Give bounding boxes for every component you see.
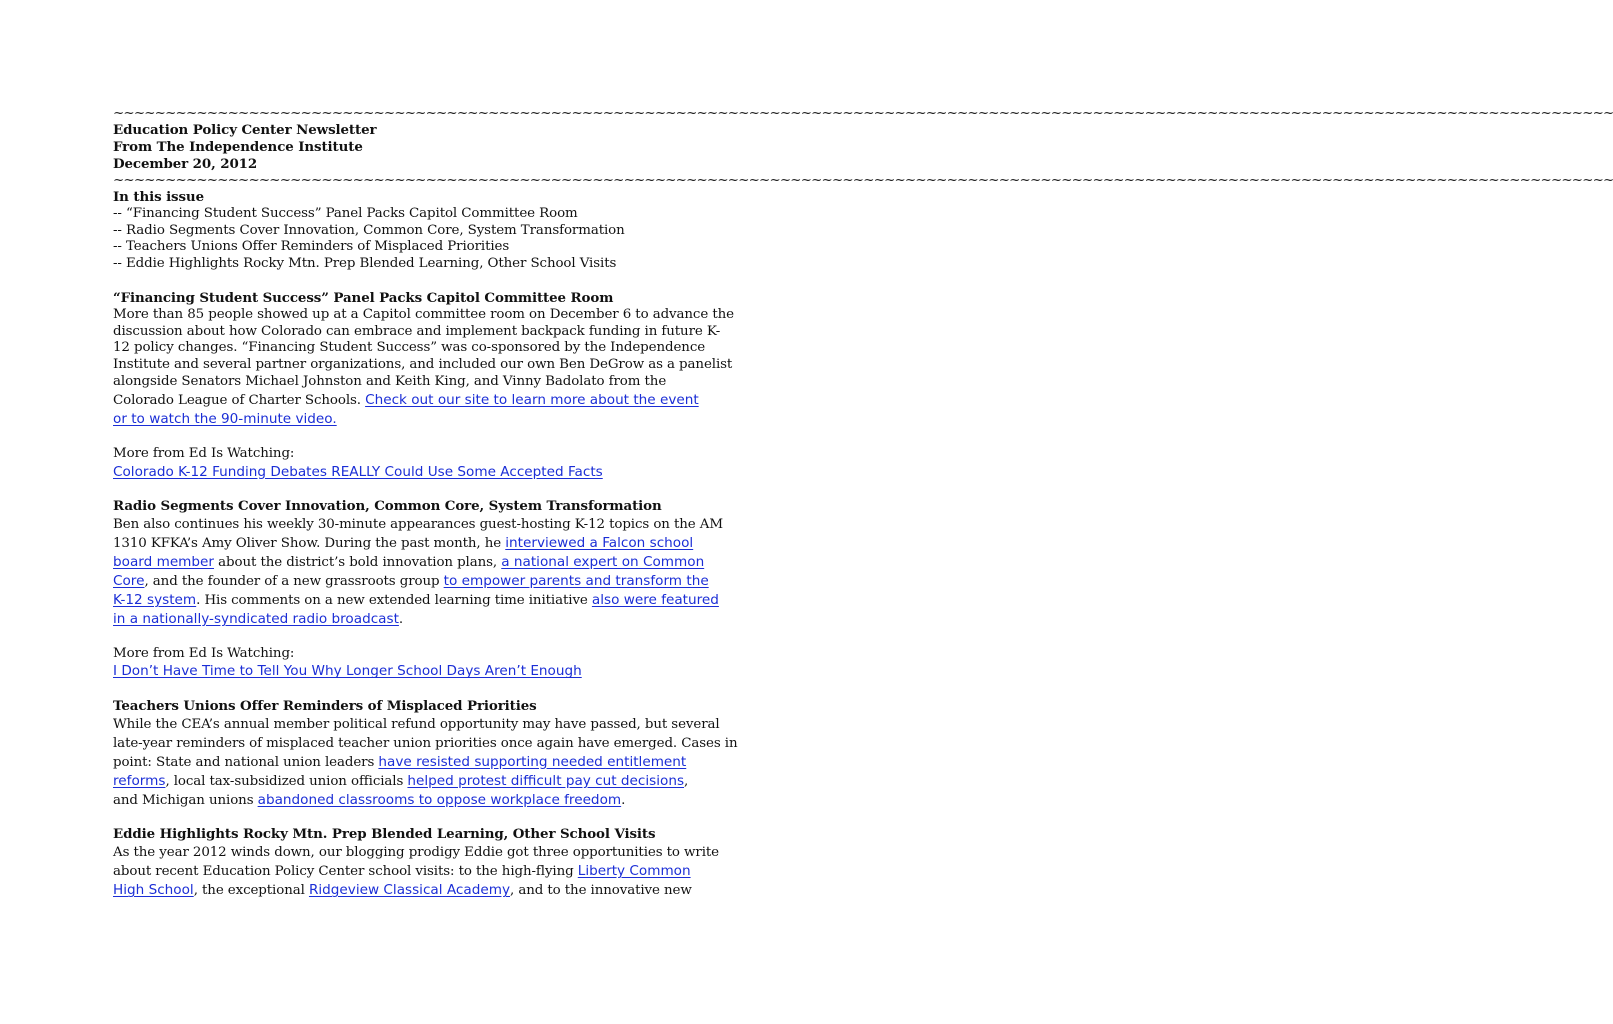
- body-line: [113, 662, 683, 681]
- body-text: , and to the innovative new: [510, 883, 692, 899]
- section-heading-unions: Teachers Unions Offer Reminders of Misplaced Priorities: [113, 697, 537, 714]
- divider-rule-bottom: ~~~~~~~~~~~~~~~~~~~~~~~~~~~~~~~~~~~~~~~~~~~~~~~~~~~~~~~~~~~~~~~~~~~~~~~~~~~~~~~~~~~~~~~~~~~~~~~~~~~~~~~~~~~~~~~~~~~~~~~~~~~~~~~~~~~~~~~~~~~~~~~~: [113, 172, 1613, 188]
- body-text: point: State and national union leaders: [113, 754, 379, 770]
- body-text: about the district’s bold innovation plans,: [214, 555, 502, 570]
- newsletter-from: From The Independence Institute: [113, 138, 363, 155]
- section-heading-eddie: Eddie Highlights Rocky Mtn. Prep Blended Learning, Other School Visits: [113, 826, 656, 843]
- radio-broadcast-link[interactable]: also were featured: [591, 592, 719, 608]
- body-text: , the exceptional: [193, 883, 309, 899]
- body-line: While the CEA’s annual member political refund opportunity may have passed, but several: [113, 716, 720, 732]
- body-line: late-year reminders of misplaced teacher union priorities once again have emerged. Cases in: [113, 735, 738, 751]
- newsletter-title: Education Policy Center Newsletter: [113, 122, 377, 138]
- more-from-label: More from Ed Is Watching:: [113, 445, 295, 461]
- body-line: [113, 862, 691, 881]
- entitlement-reforms-link-cont[interactable]: reforms: [113, 772, 166, 789]
- body-text: about recent Education Policy Center school visits: to the high-flying: [113, 864, 578, 880]
- empower-parents-link-cont[interactable]: K-12 system: [113, 592, 197, 608]
- body-line: [113, 591, 719, 610]
- body-line: [113, 463, 683, 482]
- body-line: Institute and several partner organizations, and included our own Ben DeGrow as a panelist: [113, 357, 733, 373]
- body-line: [113, 410, 683, 429]
- body-text: .: [398, 612, 404, 627]
- liberty-common-link[interactable]: Liberty Common: [577, 863, 691, 880]
- pay-cut-protest-link[interactable]: helped protest difficult pay cut decisions: [407, 772, 685, 789]
- body-line: [113, 753, 687, 772]
- newsletter-page: [113, 106, 1613, 900]
- common-core-expert-link-cont[interactable]: Core: [113, 573, 145, 589]
- body-text: , local tax-subsidized union officials: [165, 773, 408, 789]
- section-heading-radio: Radio Segments Cover Innovation, Common Core, System Transformation: [113, 498, 662, 515]
- empower-parents-link[interactable]: to empower parents and transform the: [443, 573, 709, 589]
- body-text: ,: [684, 773, 689, 789]
- body-line: alongside Senators Michael Johnston and Keith King, and Vinny Badolato from the: [113, 374, 667, 390]
- body-text: .: [621, 792, 626, 808]
- body-line: [113, 553, 705, 572]
- more-from-label: More from Ed Is Watching:: [113, 645, 295, 661]
- entitlement-reforms-link[interactable]: have resisted supporting needed entitlement: [378, 753, 687, 770]
- section-heading-financing: “Financing Student Success” Panel Packs Capitol Committee Room: [113, 289, 614, 306]
- body-line: discussion about how Colorado can embrace and implement backpack funding in future K-: [113, 323, 721, 339]
- toc-heading: In this issue: [113, 188, 204, 205]
- video-link[interactable]: or to watch the 90-minute video.: [113, 411, 337, 428]
- ridgeview-classical-link[interactable]: Ridgeview Classical Academy: [308, 882, 511, 899]
- workplace-freedom-link[interactable]: abandoned classrooms to oppose workplace freedom: [257, 791, 622, 808]
- body-line: [113, 534, 694, 553]
- body-line: [113, 610, 683, 629]
- more-link-line: [113, 463, 683, 482]
- toc-item: -- “Financing Student Success” Panel Packs Capitol Committee Room: [113, 205, 578, 221]
- body-text: and Michigan unions: [113, 792, 258, 808]
- longer-school-days-link[interactable]: I Don’t Have Time to Tell You Why Longer School Days Aren’t Enough: [113, 663, 582, 680]
- more-link-line: [113, 662, 683, 681]
- common-core-expert-link[interactable]: a national expert on Common: [501, 554, 705, 570]
- radio-broadcast-link-cont[interactable]: in a nationally-syndicated radio broadcast: [113, 611, 399, 627]
- body-line: More than 85 people showed up at a Capitol committee room on December 6 to advance the: [113, 306, 734, 322]
- body-text: . His comments on a new extended learning time initiative: [196, 593, 592, 608]
- divider-rule-top: ~~~~~~~~~~~~~~~~~~~~~~~~~~~~~~~~~~~~~~~~~~~~~~~~~~~~~~~~~~~~~~~~~~~~~~~~~~~~~~~~~~~~~~~~~~~~~~~~~~~~~~~~~~~~~~~~~~~~~~~~~~~~~~~~~~~~~~~~~~~~~~~~: [113, 106, 1613, 121]
- body-line: [113, 572, 709, 591]
- body-line: [113, 881, 692, 900]
- section-body-unions: [113, 715, 738, 810]
- falcon-interview-link-cont[interactable]: board member: [113, 554, 215, 570]
- body-line: [113, 391, 699, 410]
- body-text: , and the founder of a new grassroots group: [144, 574, 444, 589]
- toc-item: -- Teachers Unions Offer Reminders of Misplaced Priorities: [113, 239, 510, 255]
- newsletter-date: December 20, 2012: [113, 155, 258, 172]
- body-text: Colorado League of Charter Schools.: [113, 393, 366, 409]
- body-line: 12 policy changes. “Financing Student Success” was co-sponsored by the Independence: [113, 340, 706, 356]
- body-line: [113, 791, 683, 810]
- section-body-radio: [113, 515, 723, 629]
- falcon-interview-link[interactable]: interviewed a Falcon school: [505, 535, 694, 551]
- body-text: 1310 KFKA’s Amy Oliver Show. During the past month, he: [113, 536, 506, 551]
- toc-item: -- Eddie Highlights Rocky Mtn. Prep Blended Learning, Other School Visits: [113, 256, 617, 272]
- event-link[interactable]: Check out our site to learn more about the event: [365, 392, 699, 409]
- liberty-common-link-cont[interactable]: High School: [113, 882, 194, 899]
- body-line: [113, 772, 689, 791]
- section-body-financing: [113, 306, 734, 392]
- section-body-financing-links: [113, 391, 699, 429]
- funding-debates-link[interactable]: Colorado K-12 Funding Debates REALLY Could Use Some Accepted Facts: [113, 463, 603, 480]
- body-line: As the year 2012 winds down, our blogging prodigy Eddie got three opportunities to write: [113, 845, 719, 861]
- toc-item: -- Radio Segments Cover Innovation, Common Core, System Transformation: [113, 222, 625, 238]
- section-body-eddie: [113, 843, 719, 900]
- body-line: Ben also continues his weekly 30-minute appearances guest-hosting K-12 topics on the AM: [113, 517, 723, 532]
